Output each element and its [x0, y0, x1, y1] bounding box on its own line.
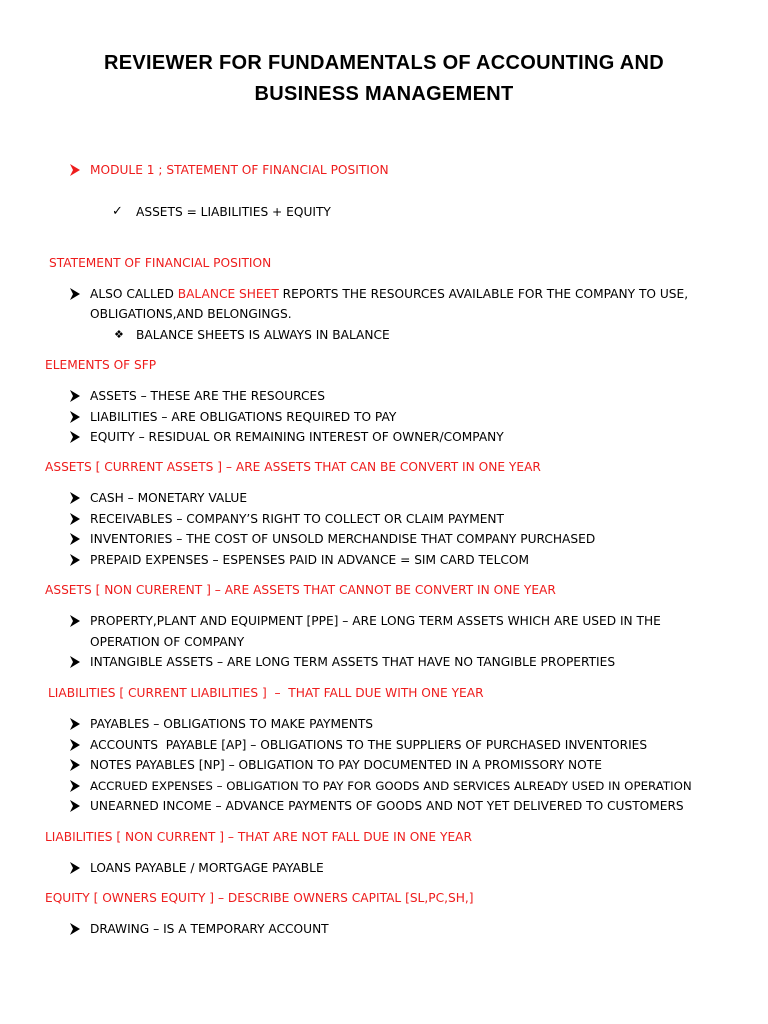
arrow-bullet-icon: [69, 410, 81, 424]
arrow-bullet-icon: [69, 532, 81, 546]
arrow-bullet-icon: [69, 389, 81, 403]
list-item-text: NOTES PAYABLES [NP] – OBLIGATION TO PAY DOCUMENTED IN A PROMISSORY NOTE: [90, 758, 602, 772]
list-item-text: EQUITY – RESIDUAL OR REMAINING INTEREST OF OWNER/COMPANY: [90, 430, 504, 444]
arrow-bullet-icon: [69, 287, 81, 301]
sfp-item-suffix: REPORTS THE RESOURCES AVAILABLE FOR THE COMPANY TO USE,: [278, 287, 689, 301]
list-item-text: PAYABLES – OBLIGATIONS TO MAKE PAYMENTS: [90, 717, 374, 731]
equation-text: ASSETS = LIABILITIES + EQUITY: [136, 205, 331, 219]
arrow-bullet-icon: [69, 779, 81, 793]
arrow-bullet-icon: [69, 553, 81, 567]
current-assets-heading: ASSETS [ CURRENT ASSETS ] – ARE ASSETS THAT CAN BE CONVERT IN ONE YEAR: [45, 460, 541, 474]
arrow-bullet-icon: [69, 758, 81, 772]
sfp-item-cont: OBLIGATIONS,AND BELONGINGS.: [90, 307, 292, 321]
module-label: MODULE 1 ; STATEMENT OF FINANCIAL POSITION: [90, 163, 389, 177]
title-line-2: BUSINESS MANAGEMENT: [254, 83, 514, 105]
list-item-text: ASSETS – THESE ARE THE RESOURCES: [90, 389, 325, 403]
list-item-text: PREPAID EXPENSES – ESPENSES PAID IN ADVANCE = SIM CARD TELCOM: [90, 553, 530, 567]
sfp-item-prefix: ALSO CALLED: [90, 287, 178, 301]
document-title: [0, 48, 768, 110]
checkmark-icon: ✓: [112, 204, 123, 219]
list-item-text: INTANGIBLE ASSETS – ARE LONG TERM ASSETS THAT HAVE NO TANGIBLE PROPERTIES: [90, 655, 616, 669]
arrow-bullet-icon: [69, 922, 81, 936]
noncurrent-liabilities-heading: LIABILITIES [ NON CURRENT ] – THAT ARE NOT FALL DUE IN ONE YEAR: [45, 830, 472, 844]
arrow-bullet-icon: [69, 861, 81, 875]
sfp-sub-item-text: BALANCE SHEETS IS ALWAYS IN BALANCE: [136, 328, 390, 342]
list-item-text: ACCOUNTS PAYABLE [AP] – OBLIGATIONS TO THE SUPPLIERS OF PURCHASED INVENTORIES: [90, 738, 648, 752]
arrow-bullet-icon: [69, 717, 81, 731]
current-liabilities-heading: LIABILITIES [ CURRENT LIABILITIES ] – THAT FALL DUE WITH ONE YEAR: [48, 686, 484, 700]
diamond-bullet-icon: ❖: [114, 328, 124, 341]
arrow-bullet-icon: [69, 430, 81, 444]
arrow-bullet-icon: [69, 738, 81, 752]
arrow-bullet-icon: [69, 163, 81, 177]
equity-heading: EQUITY [ OWNERS EQUITY ] – DESCRIBE OWNERS CAPITAL [SL,PC,SH,]: [45, 891, 474, 905]
list-item-text: DRAWING – IS A TEMPORARY ACCOUNT: [90, 922, 329, 936]
balance-sheet-highlight: BALANCE SHEET: [177, 287, 279, 301]
sfp-item-text: [90, 284, 688, 305]
list-item-text: UNEARNED INCOME – ADVANCE PAYMENTS OF GOODS AND NOT YET DELIVERED TO CUSTOMERS: [90, 799, 684, 813]
list-item-text: LIABILITIES – ARE OBLIGATIONS REQUIRED TO PAY: [90, 410, 397, 424]
title-line-1: REVIEWER FOR FUNDAMENTALS OF ACCOUNTING AND: [104, 52, 664, 74]
list-item-text: ACCRUED EXPENSES – OBLIGATION TO PAY FOR GOODS AND SERVICES ALREADY USED IN OPERATION: [90, 779, 692, 793]
arrow-bullet-icon: [69, 655, 81, 669]
list-item-cont: OPERATION OF COMPANY: [90, 635, 245, 649]
list-item-text: RECEIVABLES – COMPANY’S RIGHT TO COLLECT OR CLAIM PAYMENT: [90, 512, 504, 526]
sfp-heading: STATEMENT OF FINANCIAL POSITION: [49, 256, 272, 270]
list-item-text: LOANS PAYABLE / MORTGAGE PAYABLE: [90, 861, 324, 875]
arrow-bullet-icon: [69, 512, 81, 526]
elements-heading: ELEMENTS OF SFP: [45, 358, 157, 372]
list-item-text: CASH – MONETARY VALUE: [90, 491, 248, 505]
noncurrent-assets-heading: ASSETS [ NON CURERENT ] – ARE ASSETS THAT CANNOT BE CONVERT IN ONE YEAR: [45, 583, 556, 597]
list-item-text: INVENTORIES – THE COST OF UNSOLD MERCHANDISE THAT COMPANY PURCHASED: [90, 532, 596, 546]
arrow-bullet-icon: [69, 614, 81, 628]
arrow-bullet-icon: [69, 491, 81, 505]
arrow-bullet-icon: [69, 799, 81, 813]
list-item-text: PROPERTY,PLANT AND EQUIPMENT [PPE] – ARE LONG TERM ASSETS WHICH ARE USED IN THE: [90, 614, 661, 628]
